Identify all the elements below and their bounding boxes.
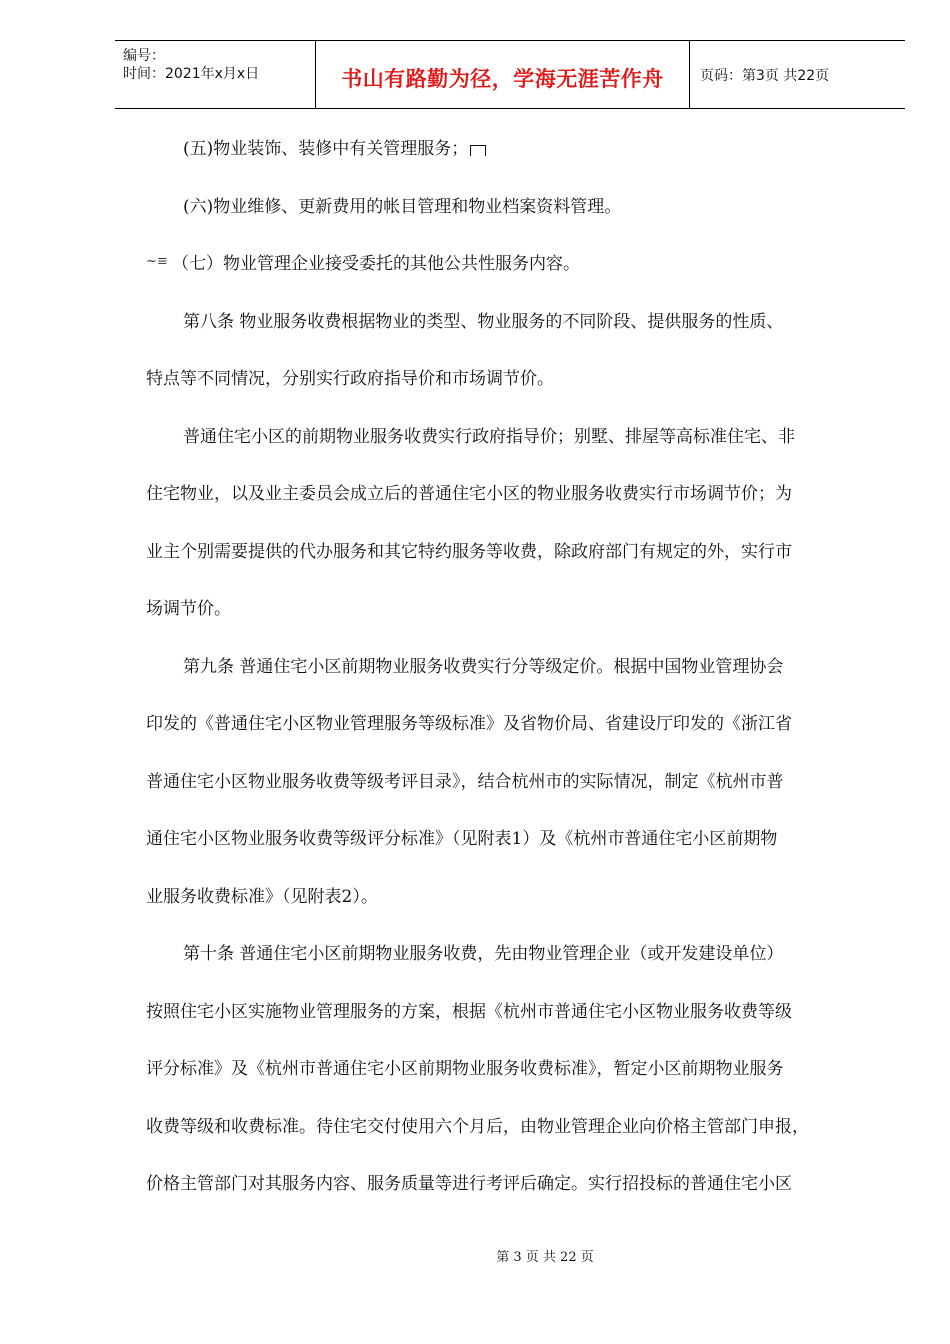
cursor-mark-icon bbox=[470, 145, 486, 156]
text-line: 场调节价。 bbox=[146, 599, 231, 619]
text-line: 第十条 普通住宅小区前期物业服务收费，先由物业管理企业（或开发建设单位） bbox=[183, 944, 784, 964]
document-time: 时间：2021年x月x日 bbox=[123, 66, 260, 82]
header-page-info: 页码：第3页 共22页 bbox=[700, 68, 830, 84]
text-line: (五)物业装饰、装修中有关管理服务； bbox=[183, 137, 486, 161]
text-line: (六)物业维修、更新费用的帐目管理和物业档案资料管理。 bbox=[183, 197, 622, 217]
page-footer: 第 3 页 共 22 页 bbox=[496, 1250, 594, 1265]
text-line: 普通住宅小区的前期物业服务收费实行政府指导价；别墅、排屋等高标准住宅、非 bbox=[183, 427, 795, 447]
text-line: 特点等不同情况，分别实行政府指导价和市场调节价。 bbox=[146, 369, 554, 389]
text-line: 业主个别需要提供的代办服务和其它特约服务等收费，除政府部门有规定的外，实行市 bbox=[146, 542, 792, 562]
header-motto: 书山有路勤为径，学海无涯苦作舟 bbox=[341, 67, 664, 91]
text-line: （七）物业管理企业接受委托的其他公共性服务内容。 bbox=[172, 254, 580, 274]
text-line: 评分标准》及《杭州市普通住宅小区前期物业服务收费标准》，暂定小区前期物业服务 bbox=[146, 1059, 784, 1079]
text-line: 住宅物业，以及业主委员会成立后的普通住宅小区的物业服务收费实行市场调节价；为 bbox=[146, 484, 792, 504]
header-meta-cell bbox=[115, 41, 316, 108]
text-line: 按照住宅小区实施物业管理服务的方案，根据《杭州市普通住宅小区物业服务收费等级 bbox=[146, 1002, 792, 1022]
text-line: 业服务收费标准》（见附表2）。 bbox=[146, 887, 378, 907]
text-line: 印发的《普通住宅小区物业管理服务等级标准》及省物价局、省建设厅印发的《浙江省 bbox=[146, 714, 792, 734]
page-header bbox=[115, 40, 905, 109]
text-line: 通住宅小区物业服务收费等级评分标准》（见附表1）及《杭州市普通住宅小区前期物 bbox=[146, 829, 778, 849]
text-line: 第八条 物业服务收费根据物业的类型、物业服务的不同阶段、提供服务的性质、 bbox=[183, 312, 784, 332]
text-line: 普通住宅小区物业服务收费等级考评目录》，结合杭州市的实际情况，制定《杭州市普 bbox=[146, 772, 784, 792]
header-motto-cell bbox=[316, 41, 690, 108]
margin-marker: ~≡ bbox=[146, 254, 168, 269]
text-line: 收费等级和收费标准。待住宅交付使用六个月后，由物业管理企业向价格主管部门申报， bbox=[146, 1117, 809, 1137]
document-number-label: 编号： bbox=[123, 48, 165, 64]
header-page-cell bbox=[690, 41, 905, 108]
text-line: 第九条 普通住宅小区前期物业服务收费实行分等级定价。根据中国物业管理协会 bbox=[183, 657, 784, 677]
text-line: 价格主管部门对其服务内容、服务质量等进行考评后确定。实行招投标的普通住宅小区 bbox=[146, 1174, 792, 1194]
